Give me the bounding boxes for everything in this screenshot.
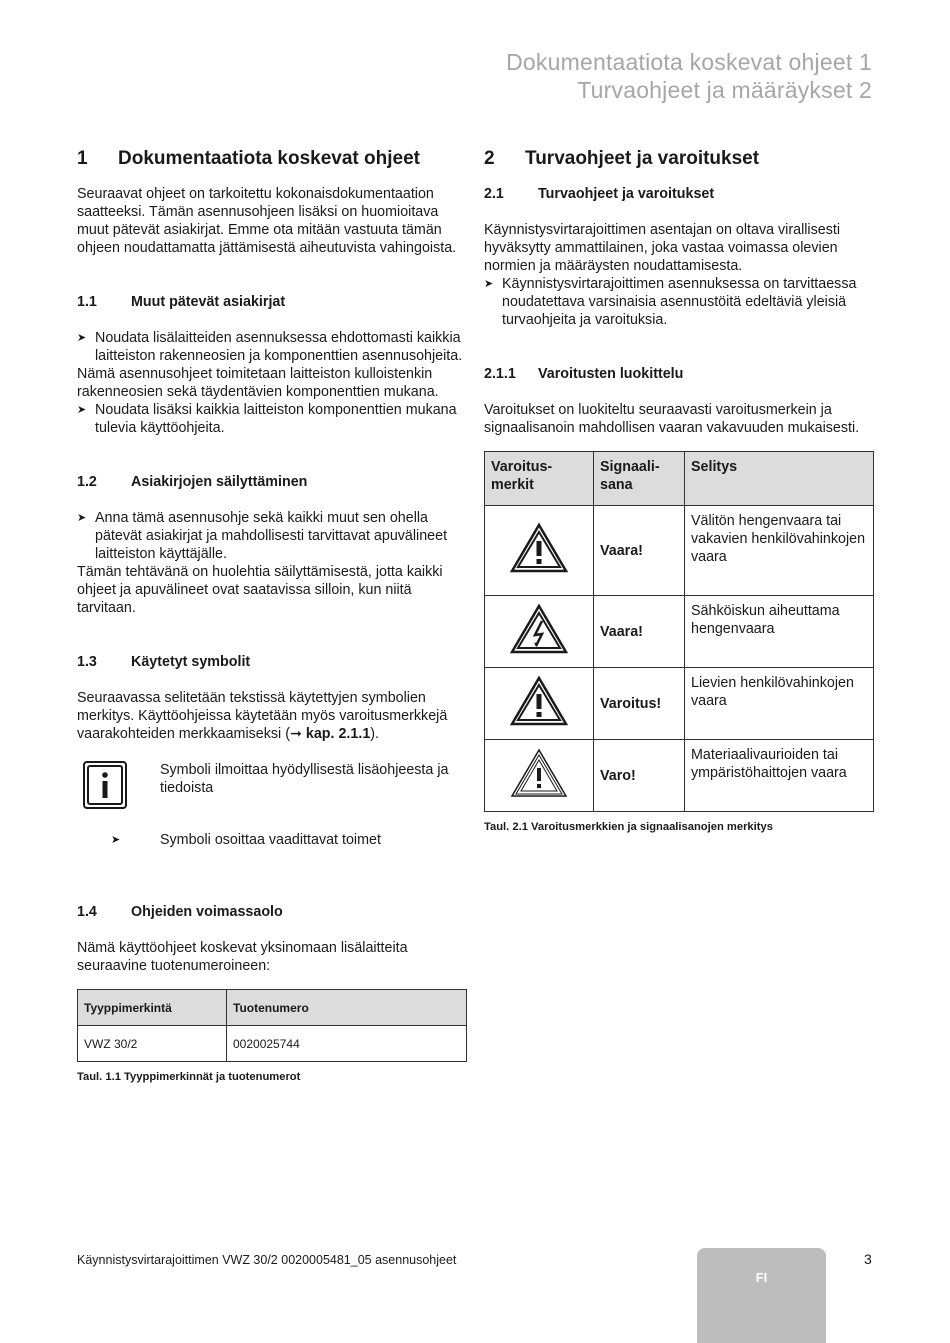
header-line-1: Dokumentaatiota koskevat ohjeet 1 bbox=[506, 49, 872, 75]
table-cell: Varo! bbox=[594, 740, 685, 812]
warning-classification-table bbox=[484, 451, 874, 812]
arrow-bullet-icon: ➤ bbox=[77, 512, 87, 524]
table-cell: Vaara! bbox=[594, 596, 685, 668]
arrow-bullet-icon: ➤ bbox=[484, 278, 494, 290]
section-1-1-heading: 1.1 Muut pätevät asiakirjat bbox=[77, 294, 286, 310]
arrow-bullet-icon: ➤ bbox=[77, 332, 87, 344]
table-cell bbox=[485, 596, 594, 668]
electric-shock-triangle-icon bbox=[509, 603, 569, 655]
table-row bbox=[78, 1026, 467, 1062]
table-cell: Lievien henkilövahinkojen vaara bbox=[685, 668, 874, 740]
list-item: ➤ Noudata lisäksi kaikkia laitteiston komponenttien mukana tulevia käyttöohjeita. bbox=[77, 402, 457, 436]
chapter-reference-link[interactable]: ➞ kap. 2.1.1 bbox=[289, 726, 371, 742]
section-2-1-1-heading: 2.1.1 Varoitusten luokittelu bbox=[484, 366, 684, 382]
warning-triangle-icon bbox=[509, 675, 569, 727]
page-number: 3 bbox=[864, 1251, 872, 1267]
table-cell: Varoitus! bbox=[594, 668, 685, 740]
section-2-1-paragraph: Käynnistysvirtarajoittimen asentajan on oltava virallisesti hyväksytty ammattilainen, joka vastaa voimassa olevien normien ja määräysten noudattamisesta. bbox=[484, 222, 840, 274]
running-header bbox=[506, 48, 872, 104]
table-cell: VWZ 30/2 bbox=[78, 1026, 227, 1062]
left-column bbox=[77, 140, 467, 1084]
danger-triangle-icon bbox=[509, 522, 569, 574]
symbol-info-description: Symboli ilmoittaa hyödyllisestä lisäohjeesta ja tiedoista bbox=[160, 762, 449, 796]
section-1-3-paragraph: Seuraavassa selitetään tekstissä käytettyjen symbolien merkitys. Käyttöohjeissa käytetään myös varoitusmerkkejä vaarakohteiden merkkaamiseksi (➞ kap. 2.1.1). bbox=[77, 690, 448, 742]
table-cell: Välitön hengenvaara tai vakavien henkilövahinkojen vaara bbox=[685, 506, 874, 596]
table-cell bbox=[485, 506, 594, 596]
table-cell: 0020025744 bbox=[227, 1026, 467, 1062]
table-header-cell: Selitys bbox=[685, 452, 874, 506]
table-caption: Taul. 1.1 Tyyppimerkinnät ja tuotenumerot bbox=[77, 1071, 301, 1083]
table-header-cell: Tuotenumero bbox=[227, 990, 467, 1026]
right-column bbox=[484, 140, 874, 834]
section-1-2-heading: 1.2 Asiakirjojen säilyttäminen bbox=[77, 474, 308, 490]
caution-triangle-icon bbox=[509, 747, 569, 799]
symbol-action-row bbox=[77, 831, 467, 849]
section-1-2-paragraph: Tämän tehtävänä on huolehtia säilyttämisestä, jotta kaikki ohjeet ja apuvälineet ovat saatavissa silloin, kun niitä tarvitaan. bbox=[77, 564, 443, 616]
language-tab: FI bbox=[697, 1248, 826, 1343]
page-footer: Käynnistysvirtarajoittimen VWZ 30/2 0020005481_05 asennusohjeet bbox=[77, 1253, 457, 1267]
table-header-row bbox=[78, 990, 467, 1026]
table-header-cell: Signaali-sana bbox=[594, 452, 685, 506]
info-icon bbox=[83, 761, 127, 809]
section-1-3-heading: 1.3 Käytetyt symbolit bbox=[77, 654, 251, 670]
section-1-4-paragraph: Nämä käyttöohjeet koskevat yksinomaan lisälaitteita seuraavine tuotenumeroineen: bbox=[77, 940, 408, 974]
section-2-1-heading: 2.1 Turvaohjeet ja varoitukset bbox=[484, 186, 715, 202]
table-row bbox=[485, 668, 874, 740]
table-header-row bbox=[485, 452, 874, 506]
table-row bbox=[485, 596, 874, 668]
symbol-action-description: Symboli osoittaa vaadittavat toimet bbox=[160, 832, 381, 848]
list-item: ➤ Anna tämä asennusohje sekä kaikki muut sen ohella pätevät asiakirjat ja mahdollisesti tarvittavat apuvälineet laitteiston käyttäjälle. bbox=[77, 510, 448, 562]
section-1-4-heading: 1.4 Ohjeiden voimassaolo bbox=[77, 904, 283, 920]
table-row bbox=[485, 740, 874, 812]
list-item: ➤ Käynnistysvirtarajoittimen asennuksessa on tarvittaessa noudatettava varsinaisia asennustöitä edeltäviä yleisiä turvaohjeita ja varoituksia. bbox=[484, 276, 857, 328]
section-1-heading: 1 Dokumentaatiota koskevat ohjeet bbox=[77, 148, 420, 169]
section-2-heading: 2 Turvaohjeet ja varoitukset bbox=[484, 148, 760, 169]
table-cell: Vaara! bbox=[594, 506, 685, 596]
section-1-1-paragraph: Nämä asennusohjeet toimitetaan laitteiston kulloistenkin rakenneosien sekä täydentävien komponenttien mukana. bbox=[77, 366, 439, 400]
table-header-cell: Tyyppimerkintä bbox=[78, 990, 227, 1026]
list-item: ➤ Noudata lisälaitteiden asennuksessa ehdottomasti kaikkia laitteiston rakenneosien ja komponenttien asennusohjeita. bbox=[77, 330, 463, 364]
table-cell: Materiaalivaurioiden tai ympäristöhaittojen vaara bbox=[685, 740, 874, 812]
table-cell: Sähköiskun aiheuttama hengenvaara bbox=[685, 596, 874, 668]
section-1-intro: Seuraavat ohjeet on tarkoitettu kokonaisdokumentaation saatteeksi. Tämän asennusohjeen lisäksi on huomioitava muut pätevät asiakirjat. Emme ota mitään vastuuta tämän ohjeen noudattamatta jättämisestä aiheutuvista vahingoista. bbox=[77, 186, 457, 256]
product-number-table bbox=[77, 989, 467, 1062]
arrow-bullet-icon: ➤ bbox=[111, 834, 121, 846]
table-cell bbox=[485, 740, 594, 812]
table-caption: Taul. 2.1 Varoitusmerkkien ja signaalisanojen merkitys bbox=[484, 821, 773, 833]
table-cell bbox=[485, 668, 594, 740]
table-header-cell: Varoitus-merkit bbox=[485, 452, 594, 506]
arrow-bullet-icon: ➤ bbox=[77, 404, 87, 416]
symbol-info-row bbox=[77, 761, 467, 813]
header-line-2: Turvaohjeet ja määräykset 2 bbox=[577, 77, 872, 103]
table-row bbox=[485, 506, 874, 596]
section-2-1-1-paragraph: Varoitukset on luokiteltu seuraavasti varoitusmerkein ja signaalisanoin mahdollisen vaaran vakavuuden mukaisesti. bbox=[484, 402, 860, 436]
